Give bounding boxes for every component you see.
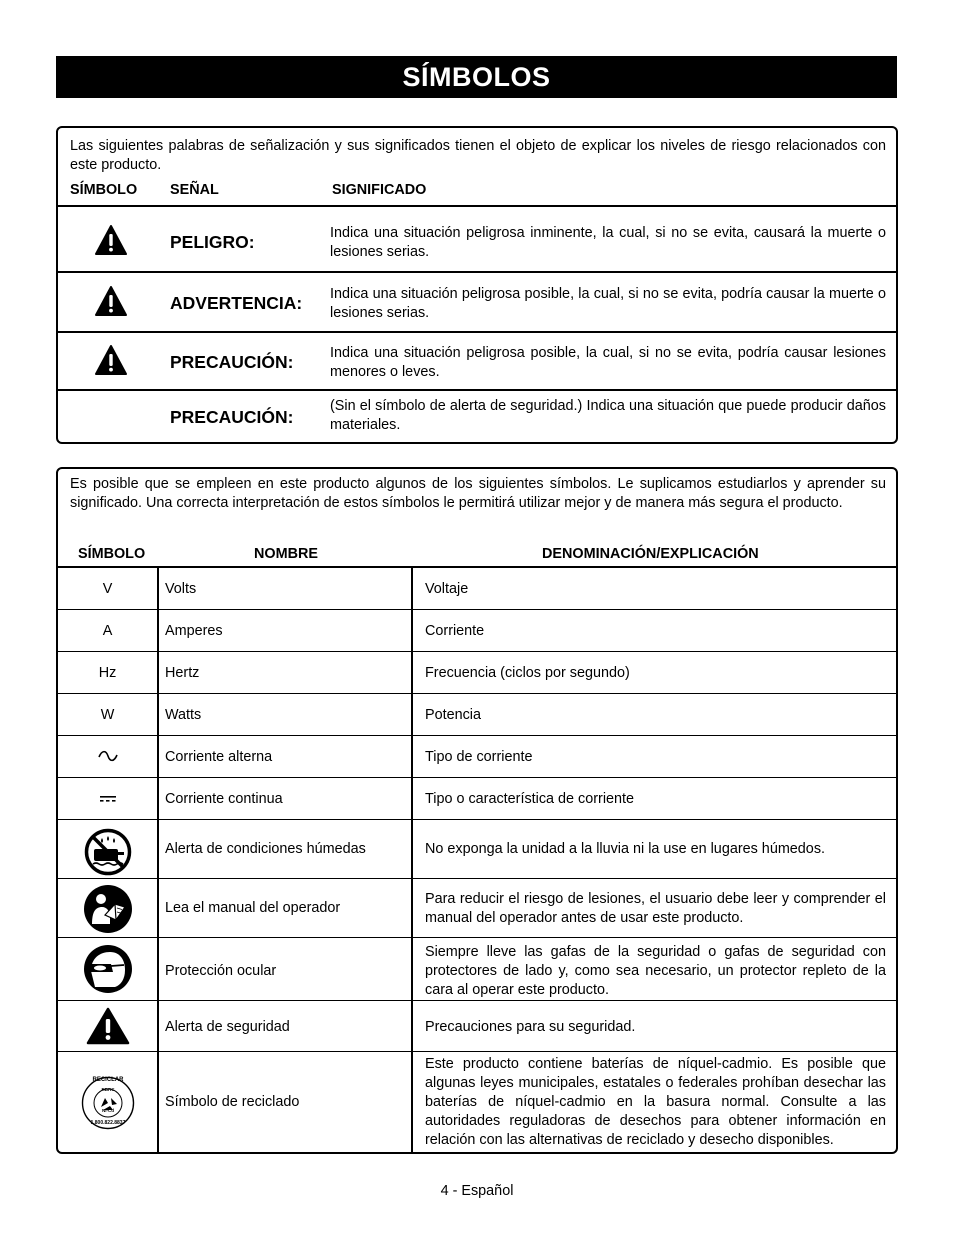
- symbol-text: Hz: [98, 665, 117, 681]
- divider: [58, 735, 896, 736]
- divider: [58, 878, 896, 879]
- warning-triangle-icon: [94, 285, 128, 317]
- symbol-explanation: Precauciones para su seguridad.: [425, 1019, 636, 1035]
- warning-triangle-icon: [94, 344, 128, 376]
- symbol-name: Watts: [165, 707, 202, 723]
- symbol-name: Corriente alterna: [165, 749, 273, 765]
- column-divider: [411, 566, 413, 1152]
- divider: [58, 651, 896, 652]
- signal-meaning: Indica una situación peligrosa posible, la cual, si no se evita, podría causar lesiones menores o leves.: [330, 345, 886, 380]
- signal-meaning: Indica una situación peligrosa posible, la cual, si no se evita, podría causar la muerte o lesiones serias.: [330, 286, 886, 321]
- divider: [58, 937, 896, 938]
- signal-words-box: [56, 126, 898, 444]
- symbol-name: Lea el manual del operador: [165, 900, 341, 916]
- signal-meaning: Indica una situación peligrosa inminente, la cual, si no se evita, causará la muerte o lesiones serias.: [330, 225, 886, 260]
- seal-bottom-text: 1.800.822.8837: [90, 1120, 126, 1126]
- seal-top-text: RECICLAR: [92, 1077, 124, 1083]
- symbol-explanation: Tipo de corriente: [425, 749, 533, 765]
- divider: [58, 1051, 896, 1052]
- symbol-explanation: Frecuencia (ciclos por segundo): [425, 665, 630, 681]
- signal-meaning: (Sin el símbolo de alerta de seguridad.) Indica una situación que puede producir daños materiales.: [330, 398, 886, 433]
- symbol-name: Hertz: [165, 665, 200, 681]
- read-manual-icon: [83, 884, 133, 934]
- recycling-seal-icon: [81, 1076, 135, 1130]
- symbol-text: V: [102, 581, 113, 597]
- page-title-bar: [56, 56, 897, 98]
- divider: [58, 389, 896, 391]
- signal-word: ADVERTENCIA:: [170, 293, 303, 313]
- symbol-text: W: [100, 707, 115, 723]
- divider: [58, 331, 896, 333]
- divider: [58, 819, 896, 820]
- header-symbol: SÍMBOLO: [78, 546, 146, 562]
- seal-inner-text: Ni-Cd: [102, 1108, 114, 1113]
- seal-middle-text: RBRC: [101, 1087, 115, 1092]
- divider: [58, 271, 896, 273]
- symbol-name: Alerta de condiciones húmedas: [165, 841, 366, 857]
- header-signal: SEÑAL: [170, 182, 219, 198]
- symbol-name: Alerta de seguridad: [165, 1019, 290, 1035]
- divider: [58, 1000, 896, 1001]
- symbol-explanation: Corriente: [425, 623, 485, 639]
- divider: [58, 693, 896, 694]
- header-meaning: SIGNIFICADO: [332, 182, 427, 198]
- divider: [58, 566, 896, 568]
- safety-alert-icon: [86, 1007, 130, 1045]
- symbol-explanation: Voltaje: [425, 581, 469, 597]
- header-symbol: SÍMBOLO: [70, 182, 138, 198]
- direct-current-icon: [100, 796, 116, 804]
- symbols-intro: Es posible que se empleen en este producto algunos de los siguientes símbolos. Le suplicamos estudiarlos y aprender su significado. Una correcta interpretación de estos símbolos le permitirá utilizar mejor y de manera más segura el producto.: [70, 476, 886, 511]
- alternating-current-icon: [97, 749, 119, 763]
- symbol-explanation: Siempre lleve las gafas de la seguridad o gafas de seguridad con protectores de lado y, como sea necesario, un protector repleto de la cara al operar este producto.: [425, 944, 886, 998]
- symbol-name: Protección ocular: [165, 963, 277, 979]
- wet-conditions-alert-icon: [84, 828, 132, 876]
- symbol-text: A: [102, 623, 113, 639]
- signal-word: PELIGRO:: [170, 232, 255, 252]
- symbol-name: Corriente continua: [165, 791, 283, 807]
- symbol-explanation: Este producto contiene baterías de níquel-cadmio. Es posible que algunas leyes municipales, estatales o federales prohíban desechar las baterías de níquel-cadmio en la basura normal. Consulte a las autoridades reguladoras de desechos para obtener información en relación con las alternativas de reciclado y desecho disponibles.: [425, 1056, 886, 1148]
- header-name: NOMBRE: [254, 546, 318, 562]
- symbol-name: Volts: [165, 581, 197, 597]
- warning-triangle-icon: [94, 224, 128, 256]
- symbol-explanation: Potencia: [425, 707, 482, 723]
- column-divider: [157, 566, 159, 1152]
- divider: [58, 777, 896, 778]
- symbol-explanation: Tipo o característica de corriente: [425, 791, 635, 807]
- header-explanation: DENOMINACIÓN/EXPLICACIÓN: [542, 546, 759, 562]
- symbol-name: Amperes: [165, 623, 223, 639]
- page-title: SÍMBOLOS: [402, 62, 551, 92]
- eye-protection-icon: [83, 944, 133, 994]
- signal-word: PRECAUCIÓN:: [170, 352, 294, 372]
- symbol-explanation: No exponga la unidad a la lluvia ni la use en lugares húmedos.: [425, 841, 826, 857]
- symbol-explanation: Para reducir el riesgo de lesiones, el usuario debe leer y comprender el manual del operador antes de usar este producto.: [425, 891, 886, 926]
- symbol-name: Símbolo de reciclado: [165, 1094, 300, 1110]
- divider: [58, 205, 896, 207]
- symbols-box: [56, 467, 898, 1154]
- page-footer: 4 - Español: [440, 1183, 514, 1199]
- signal-word: PRECAUCIÓN:: [170, 407, 294, 427]
- signal-intro: Las siguientes palabras de señalización y sus significados tienen el objeto de explicar los niveles de riesgo relacionados con este producto.: [70, 138, 886, 173]
- divider: [58, 609, 896, 610]
